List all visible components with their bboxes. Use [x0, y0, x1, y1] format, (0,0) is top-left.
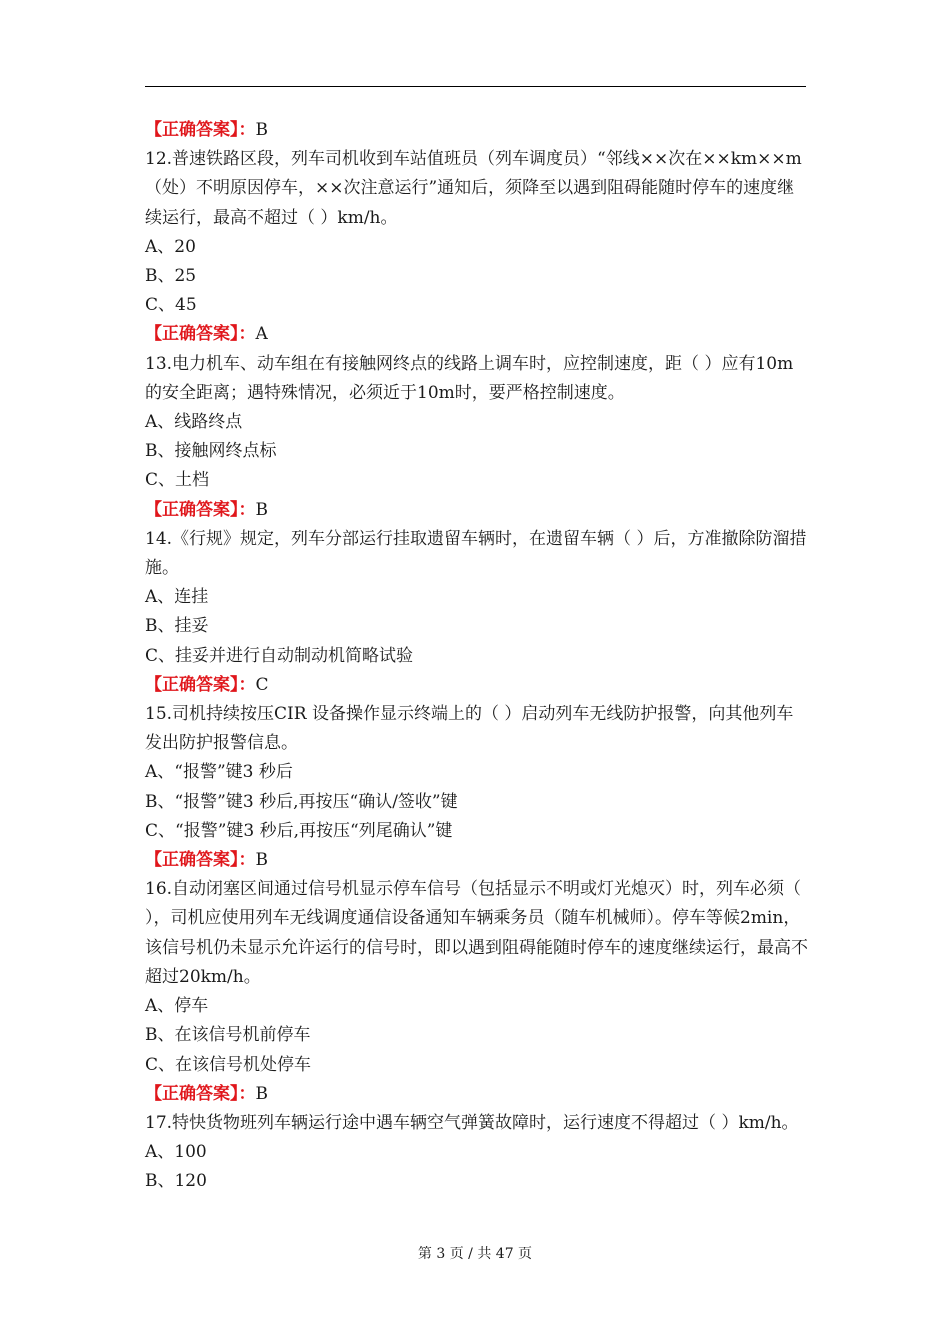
- option-c: C、在该信号机处停车: [145, 1054, 312, 1075]
- option-a: A、线路终点: [145, 412, 243, 433]
- option-b: B、接触网终点标: [145, 441, 277, 462]
- answer-line: [145, 846, 810, 875]
- answer-label: 【正确答案】：: [145, 499, 256, 520]
- answer-label: 【正确答案】：: [145, 674, 256, 695]
- answer-line: [145, 1080, 810, 1109]
- answer-line: [145, 116, 810, 145]
- option-a: A、“报警”键3 秒后: [145, 762, 293, 783]
- option-b: B、挂妥: [145, 616, 209, 637]
- answer-value: A: [255, 324, 268, 345]
- option-c: C、“报警”键3 秒后,再按压“列尾确认”键: [145, 820, 453, 841]
- question-16-text: 16.自动闭塞区间通过信号机显示停车信号（包括显示不明或灯光熄灭）时，列车必须（ ），司机应使用列车无线调度通信设备通知车辆乘务员（随车机械师）。停车等候2min，该信号机仍未显示允许运行的信号时，即以遇到阻碍能随时停车的速度继续运行，最高不超过20km/h。: [145, 879, 808, 987]
- option-b: B、“报警”键3 秒后,再按压“确认/签收”键: [145, 791, 458, 812]
- option-a: A、停车: [145, 996, 209, 1017]
- answer-label: 【正确答案】：: [145, 1083, 256, 1104]
- answer-label: 【正确答案】：: [145, 324, 256, 345]
- option-b: B、120: [145, 1171, 207, 1192]
- answer-value: B: [255, 120, 268, 140]
- question-12-text: 12.普速铁路区段，列车司机收到车站值班员（列车调度员）“邻线××次在××km××m（处）不明原因停车，××次注意运行”通知后，须降至以遇到阻碍能随时停车的速度继续运行，最高不超过（ ）km/h。: [145, 149, 802, 228]
- answer-line: [145, 496, 810, 525]
- option-c: C、土档: [145, 470, 210, 491]
- answer-label: 【正确答案】：: [145, 850, 256, 871]
- header-rule: [145, 86, 806, 87]
- answer-value: C: [255, 674, 269, 695]
- answer-line: [145, 671, 810, 700]
- option-a: A、100: [145, 1142, 207, 1163]
- option-a: A、20: [145, 236, 196, 257]
- answer-line: [145, 320, 810, 349]
- answer-label: 【正确答案】：: [145, 120, 256, 140]
- question-13-text: 13.电力机车、动车组在有接触网终点的线路上调车时，应控制速度，距（ ）应有10m的安全距离；遇特殊情况，必须近于10m时，要严格控制速度。: [145, 353, 794, 403]
- answer-value: B: [255, 1083, 268, 1104]
- option-b: B、在该信号机前停车: [145, 1025, 311, 1046]
- question-14-text: 14.《行规》规定，列车分部运行挂取遗留车辆时，在遗留车辆（ ）后，方准撤除防溜措施。: [145, 528, 807, 579]
- answer-value: B: [255, 499, 268, 520]
- answer-value: B: [255, 850, 268, 871]
- option-a: A、连挂: [145, 587, 209, 608]
- question-17-text: 17.特快货物班列车辆运行途中遇车辆空气弹簧故障时，运行速度不得超过（ ）km/h。: [145, 1112, 799, 1133]
- page-content: [145, 116, 810, 1197]
- option-b: B、25: [145, 266, 197, 287]
- option-c: C、挂妥并进行自动制动机简略试验: [145, 645, 414, 666]
- question-15-text: 15.司机持续按压CIR 设备操作显示终端上的（ ）启动列车无线防护报警，向其他列车发出防护报警信息。: [145, 704, 794, 754]
- page-footer: 第 3 页 / 共 47 页: [417, 1246, 533, 1262]
- option-c: C、45: [145, 295, 197, 316]
